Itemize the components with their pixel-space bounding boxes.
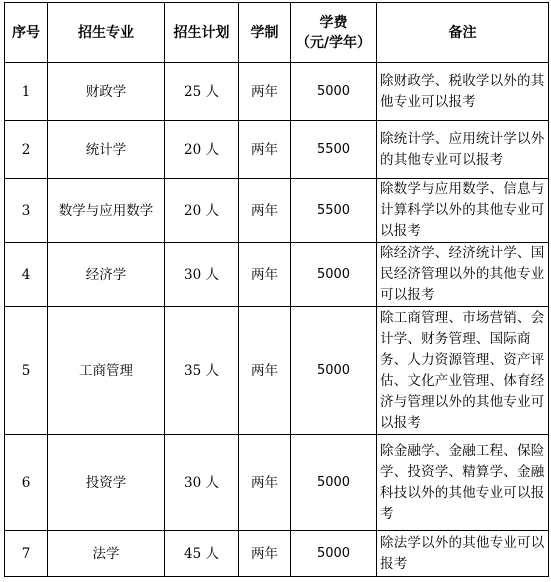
cell-fee: 5000	[291, 63, 377, 121]
cell-seq: 1	[5, 63, 48, 121]
cell-fee: 5000	[291, 435, 377, 531]
cell-plan: 30 人	[165, 435, 239, 531]
header-fee	[291, 3, 377, 63]
cell-duration: 两年	[239, 531, 291, 577]
cell-duration: 两年	[239, 179, 291, 243]
header-major: 招生专业	[48, 3, 165, 63]
cell-seq: 3	[5, 179, 48, 243]
cell-plan: 20 人	[165, 121, 239, 179]
cell-note: 除工商管理、市场营销、会计学、财务管理、国际商务、人力资源管理、资产评估、文化产业管理、体育经济与管理以外的其他专业可以报考	[377, 307, 549, 435]
table-row	[5, 243, 549, 307]
header-note: 备注	[377, 3, 549, 63]
cell-major: 投资学	[48, 435, 165, 531]
cell-major: 数学与应用数学	[48, 179, 165, 243]
header-row	[5, 3, 549, 63]
cell-seq: 6	[5, 435, 48, 531]
cell-note: 除经济学、经济统计学、国民经济管理以外的其他专业可以报考	[377, 243, 549, 307]
cell-plan: 30 人	[165, 243, 239, 307]
cell-fee: 5500	[291, 179, 377, 243]
table-row	[5, 121, 549, 179]
cell-plan: 20 人	[165, 179, 239, 243]
cell-major: 统计学	[48, 121, 165, 179]
cell-note: 除数学与应用数学、信息与计算科学以外的其他专业可以报考	[377, 179, 549, 243]
cell-seq: 7	[5, 531, 48, 577]
cell-fee: 5500	[291, 121, 377, 179]
header-duration: 学制	[239, 3, 291, 63]
cell-fee: 5000	[291, 243, 377, 307]
cell-fee: 5000	[291, 307, 377, 435]
cell-plan: 45 人	[165, 531, 239, 577]
cell-major: 工商管理	[48, 307, 165, 435]
header-fee-line2: （元/学年）	[295, 34, 372, 51]
cell-duration: 两年	[239, 435, 291, 531]
cell-duration: 两年	[239, 307, 291, 435]
cell-fee: 5000	[291, 531, 377, 577]
header-fee-line1: 学费	[319, 14, 348, 31]
cell-seq: 2	[5, 121, 48, 179]
cell-seq: 4	[5, 243, 48, 307]
header-plan: 招生计划	[165, 3, 239, 63]
cell-note: 除金融学、金融工程、保险学、投资学、精算学、金融科技以外的其他专业可以报考	[377, 435, 549, 531]
cell-major: 财政学	[48, 63, 165, 121]
cell-note: 除法学以外的其他专业可以报考	[377, 531, 549, 577]
table-row	[5, 307, 549, 435]
enrollment-table	[4, 2, 549, 577]
cell-note: 除财政学、税收学以外的其他专业可以报考	[377, 63, 549, 121]
cell-duration: 两年	[239, 121, 291, 179]
table-row	[5, 63, 549, 121]
cell-plan: 25 人	[165, 63, 239, 121]
cell-major: 法学	[48, 531, 165, 577]
cell-duration: 两年	[239, 63, 291, 121]
table-row	[5, 435, 549, 531]
cell-plan: 35 人	[165, 307, 239, 435]
cell-seq: 5	[5, 307, 48, 435]
table-row	[5, 531, 549, 577]
cell-major: 经济学	[48, 243, 165, 307]
table-row	[5, 179, 549, 243]
header-seq: 序号	[5, 3, 48, 63]
cell-duration: 两年	[239, 243, 291, 307]
cell-note: 除统计学、应用统计学以外的其他专业可以报考	[377, 121, 549, 179]
